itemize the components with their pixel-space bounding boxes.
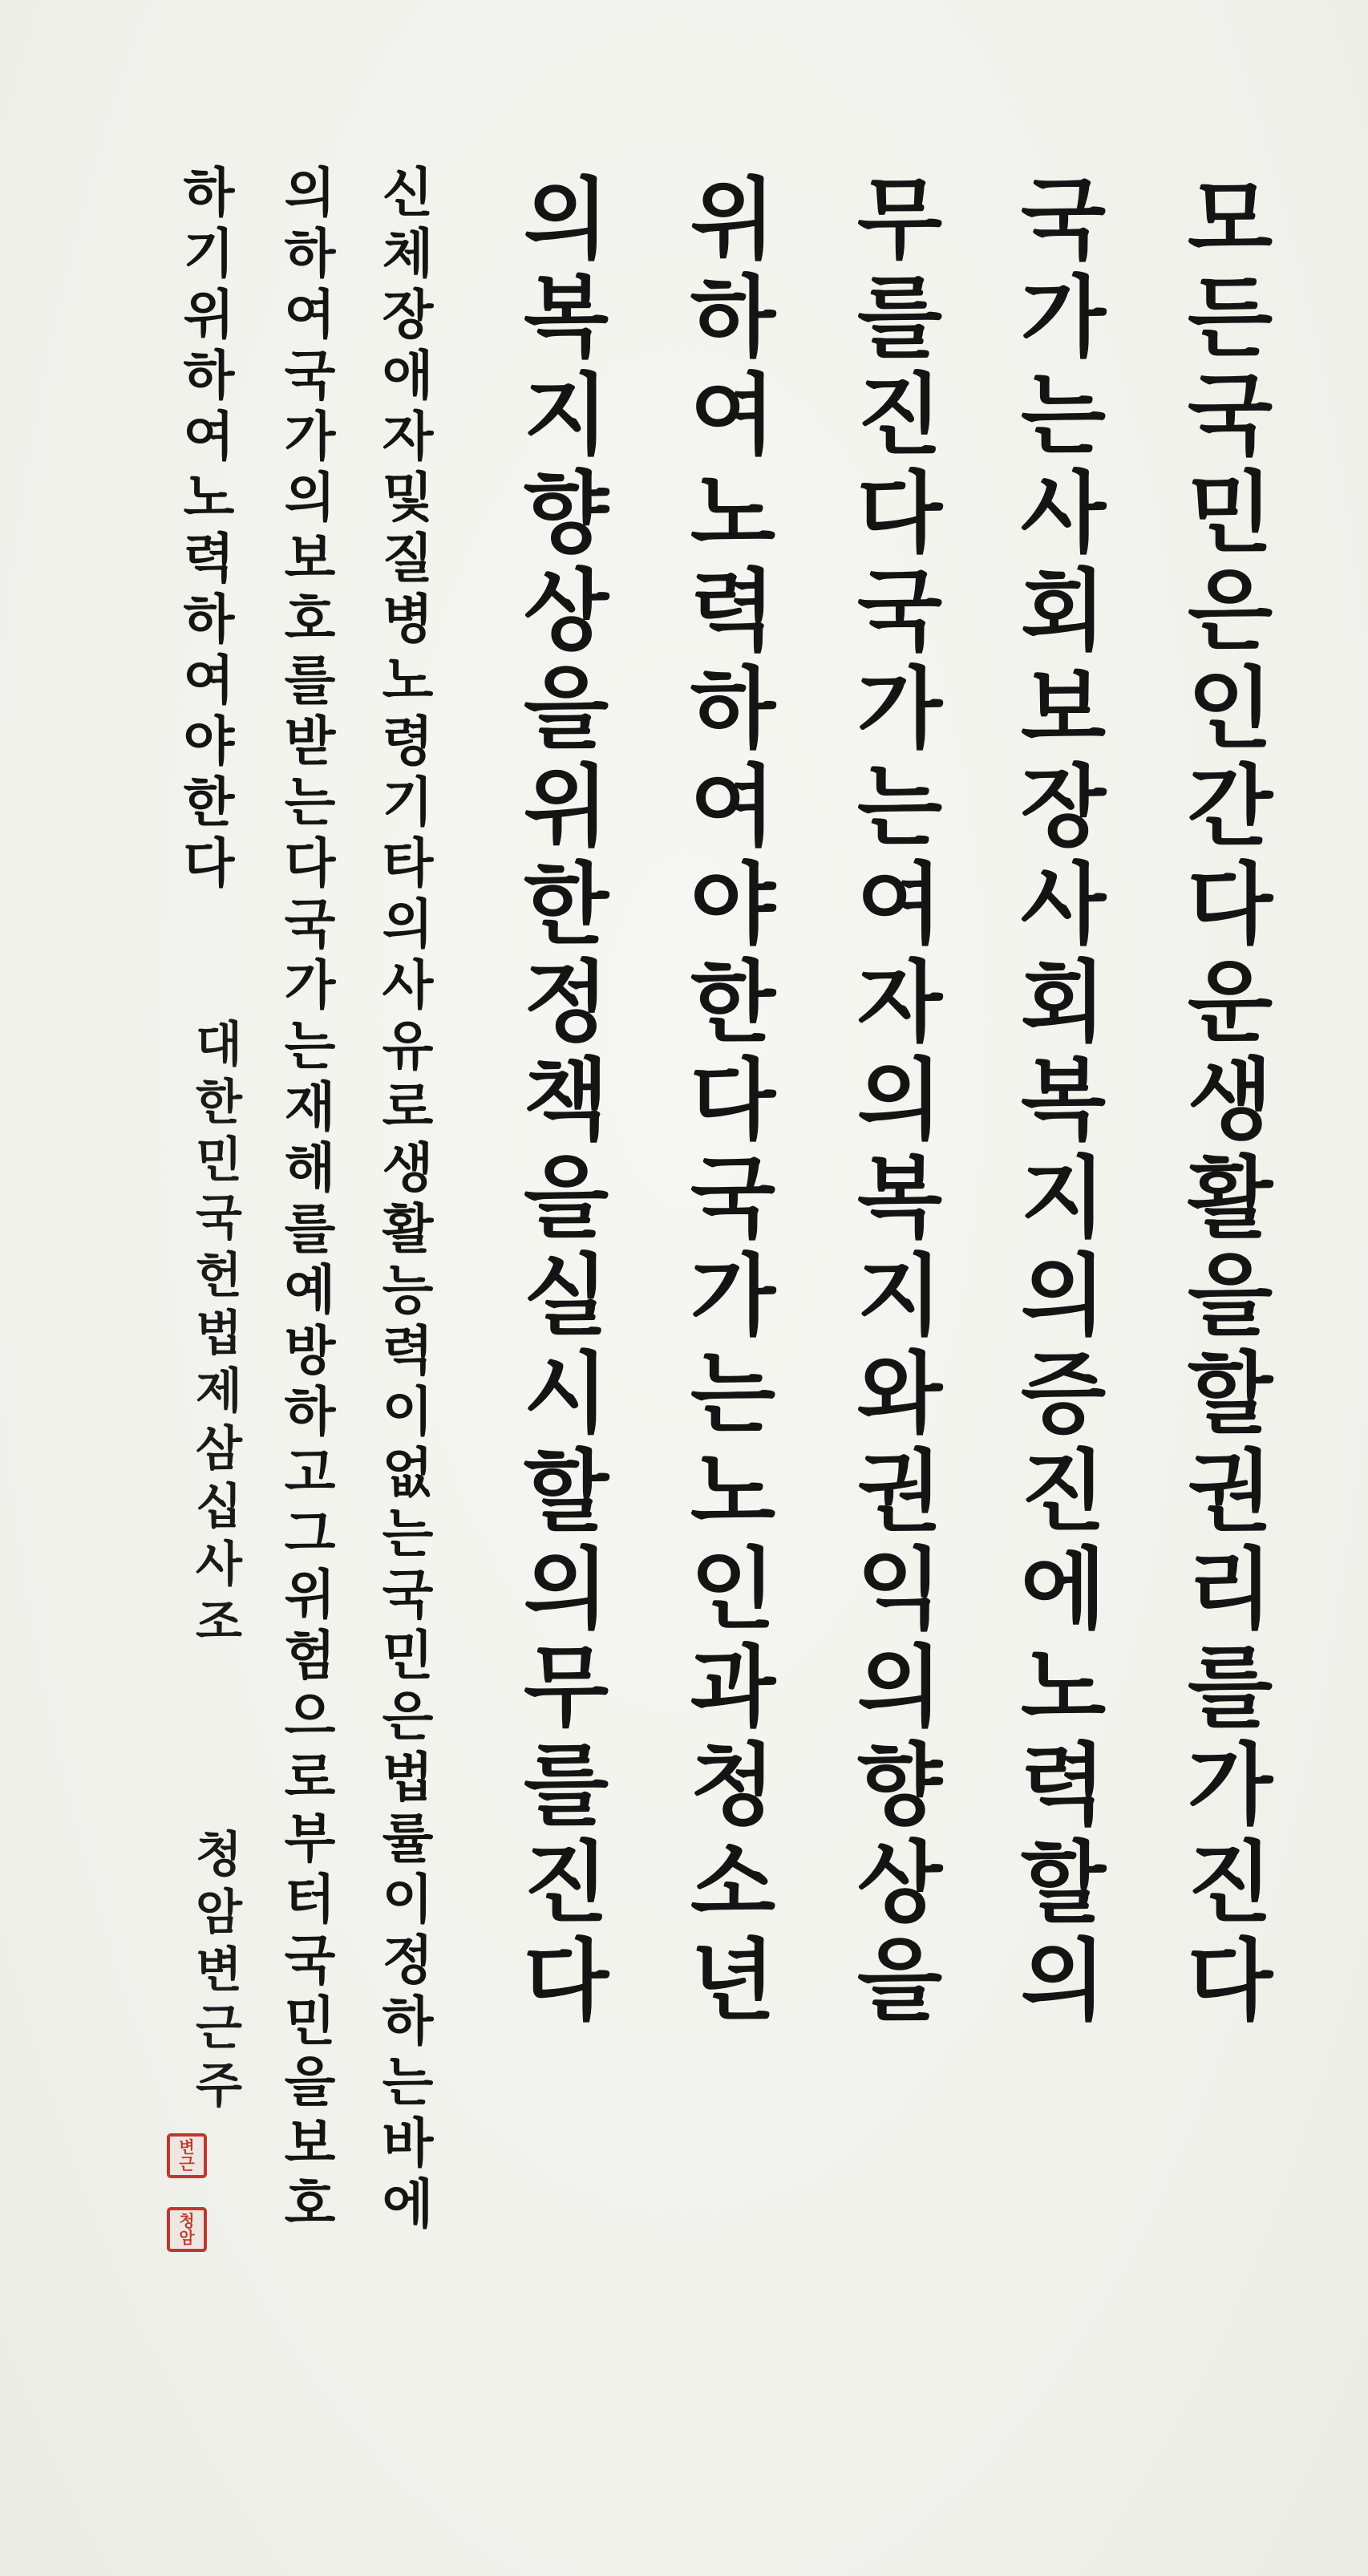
text-column-2: 국가는사회보장사회복지의증진에노력할의 [1005,172,1108,2031]
artist-signature: 청암변근주 [187,1829,243,2117]
text-column-3: 무를진다국가는여자의복지와권익의향상을 [841,172,945,2031]
text-column-7: 의하여국가의보호를받는다국가는재해를예방하고그위험으로부터국민을보호 [274,164,337,2237]
text-column-1: 모든국민은인간다운생활을할권리를가진다 [1172,172,1275,2031]
seal-stamp-2: 청암 [167,2207,207,2252]
source-title: 대한민국헌법제삼십사조 [187,1019,243,1654]
text-column-6: 신체장애자및질병노령기타의사유로생활능력이없는국민은법률이정하는바에 [372,164,435,2237]
seal-stamp-1: 변근 [167,2133,207,2178]
text-column-5: 의복지향상을위한정책을실시할의무를진다 [508,172,611,2031]
text-column-4: 위하여노력하여야한다국가는노인과청소년 [674,172,778,2031]
text-column-8: 하기위하여노력하여야한다 [173,164,236,896]
